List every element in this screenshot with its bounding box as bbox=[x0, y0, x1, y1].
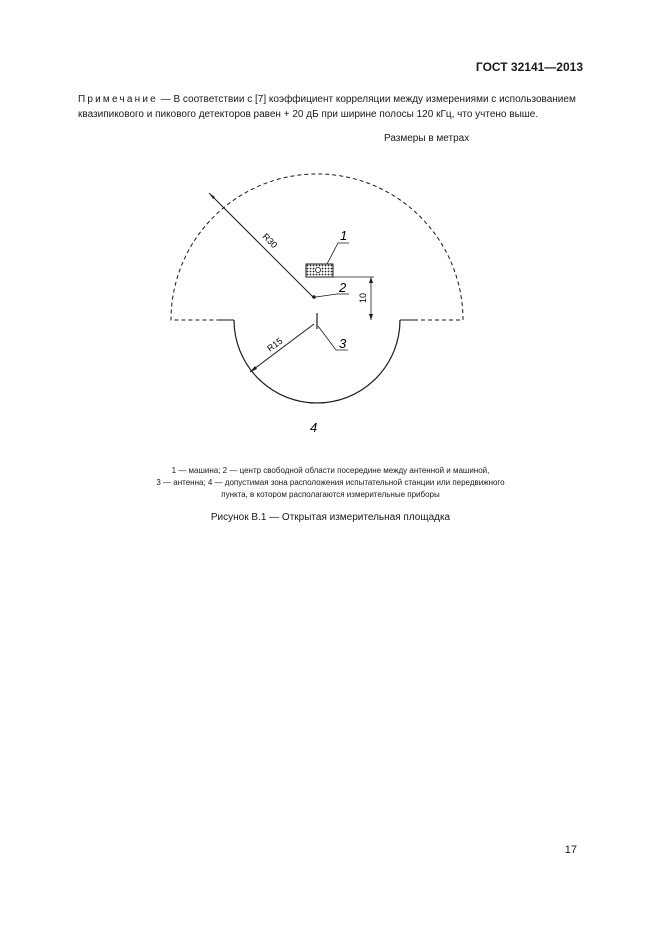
callout-3-label: 3 bbox=[339, 336, 347, 351]
inner-semicircle bbox=[234, 320, 400, 403]
dim-label-10: 10 bbox=[358, 292, 368, 303]
legend-line-2: 3 — антенна; 4 — допустимая зона расположения испытательной станции или передвижного bbox=[156, 478, 505, 487]
callout-1-label: 1 bbox=[340, 228, 348, 243]
figure-legend bbox=[0, 465, 661, 501]
outer-boundary-arc bbox=[171, 174, 463, 320]
callout-2-label: 2 bbox=[339, 280, 347, 295]
document-header: ГОСТ 32141—2013 bbox=[475, 60, 583, 74]
callout-1-leader bbox=[327, 243, 349, 264]
radius-r30-label: R30 bbox=[260, 231, 280, 251]
radius-r15-line bbox=[250, 324, 314, 372]
note-dash: — bbox=[157, 94, 174, 105]
dimensions-note: Размеры в метрах bbox=[384, 133, 470, 144]
radius-r15-arrow bbox=[250, 366, 257, 372]
note-text-line1: В соответствии с [7] коэффициент корреляции между измерениями с использованием bbox=[173, 94, 576, 105]
note-text-line2: квазипикового и пикового детекторов равен + 20 дБ при ширине полосы 120 кГц, что учтено выше. bbox=[78, 109, 539, 120]
figure-caption: Рисунок В.1 — Открытая измерительная площадка bbox=[210, 512, 451, 523]
dim-arrow-top bbox=[369, 277, 373, 283]
note-label: Примечание bbox=[78, 94, 158, 105]
callout-4-label: 4 bbox=[310, 420, 318, 435]
legend-line-1: 1 — машина; 2 — центр свободной области посередине между антенной и машиной, bbox=[171, 466, 490, 475]
legend-line-3: пункта, в котором располагаются измерительные приборы bbox=[221, 490, 440, 499]
dim-arrow-bottom bbox=[369, 314, 373, 320]
page-number: 17 bbox=[564, 844, 577, 856]
radius-r15-label: R15 bbox=[265, 335, 285, 354]
center-point-dot bbox=[312, 295, 316, 299]
machine-center-dot bbox=[316, 268, 321, 273]
radius-r30-line bbox=[209, 193, 313, 297]
